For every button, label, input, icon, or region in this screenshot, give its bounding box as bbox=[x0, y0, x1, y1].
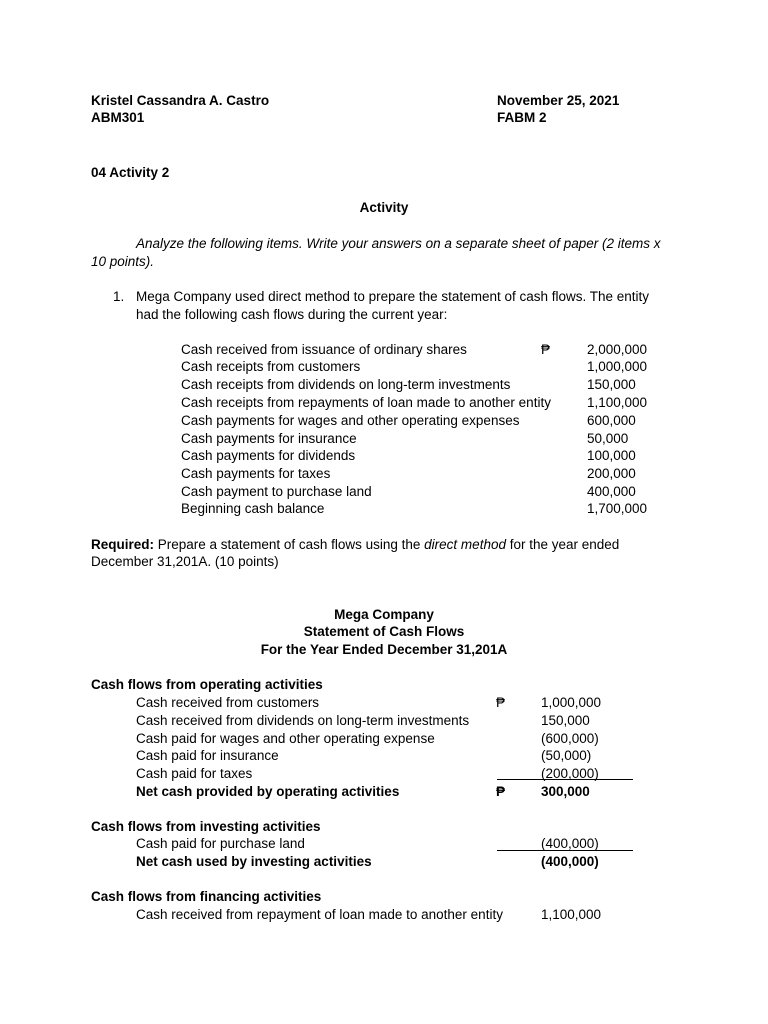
investing-total-amount: (400,000) bbox=[541, 854, 599, 869]
financing-heading: Cash flows from financing activities bbox=[91, 889, 322, 904]
peso-sign: ₱ bbox=[496, 784, 506, 799]
item-amount: 200,000 bbox=[587, 466, 636, 481]
operating-item-amount: 1,000,000 bbox=[541, 695, 602, 710]
item-amount: 50,000 bbox=[587, 431, 629, 446]
operating-item-label: Cash received from customers bbox=[136, 695, 320, 710]
financing-item-label: Cash received from repayment of loan made to another entity bbox=[136, 907, 503, 922]
list-item bbox=[181, 412, 519, 430]
item-label: Cash receipts from repayments of loan made to another entity bbox=[181, 395, 551, 410]
list-item bbox=[181, 500, 324, 518]
activity-title: Activity bbox=[359, 200, 409, 215]
item-label: Cash payments for insurance bbox=[181, 431, 357, 446]
course-code: FABM 2 bbox=[497, 110, 547, 125]
required-text-before: Prepare a statement of cash flows using the bbox=[154, 537, 425, 552]
item-amount: 1,100,000 bbox=[587, 395, 648, 410]
peso-sign: ₱ bbox=[496, 695, 506, 710]
required-emphasis: direct method bbox=[424, 537, 506, 552]
operating-item-amount: 150,000 bbox=[541, 713, 590, 728]
item-amount: 100,000 bbox=[587, 448, 636, 463]
question-text-line-1: Mega Company used direct method to prepare the statement of cash flows. The entity bbox=[136, 289, 650, 304]
subtotal-rule bbox=[497, 850, 633, 851]
document-date: November 25, 2021 bbox=[497, 93, 620, 108]
statement-period: For the Year Ended December 31,201A bbox=[260, 642, 508, 657]
operating-item-amount: (600,000) bbox=[541, 731, 599, 746]
operating-item-amount: (200,000) bbox=[541, 766, 599, 781]
item-amount: 150,000 bbox=[587, 377, 636, 392]
operating-total-amount: 300,000 bbox=[541, 784, 590, 799]
instructions-line-2: 10 points). bbox=[91, 254, 155, 269]
operating-item-label: Cash paid for taxes bbox=[136, 766, 253, 781]
required-text-after: for the year ended bbox=[505, 537, 620, 552]
list-item bbox=[181, 483, 372, 501]
item-amount: 400,000 bbox=[587, 484, 636, 499]
item-label: Cash payments for taxes bbox=[181, 466, 331, 481]
item-label: Cash receipts from customers bbox=[181, 359, 361, 374]
list-item bbox=[181, 376, 510, 394]
item-label: Cash payments for wages and other operating expenses bbox=[181, 413, 520, 428]
operating-item-amount: (50,000) bbox=[541, 748, 592, 763]
item-label: Cash payments for dividends bbox=[181, 448, 356, 463]
operating-item-label: Cash received from dividends on long-term investments bbox=[136, 713, 470, 728]
investing-total-label: Net cash used by investing activities bbox=[136, 854, 372, 869]
investing-item-label: Cash paid for purchase land bbox=[136, 836, 305, 851]
question-number: 1. bbox=[113, 289, 125, 304]
list-item bbox=[181, 465, 330, 483]
list-item bbox=[181, 358, 360, 376]
investing-item-amount: (400,000) bbox=[541, 836, 599, 851]
statement-company: Mega Company bbox=[334, 607, 434, 622]
required-line-1 bbox=[91, 536, 619, 554]
activity-label: 04 Activity 2 bbox=[91, 165, 170, 180]
student-name: Kristel Cassandra A. Castro bbox=[91, 93, 270, 108]
statement-title: Statement of Cash Flows bbox=[303, 624, 465, 639]
item-amount: 1,700,000 bbox=[587, 501, 648, 516]
student-section: ABM301 bbox=[91, 110, 145, 125]
financing-item-amount: 1,100,000 bbox=[541, 907, 602, 922]
list-item bbox=[181, 447, 355, 465]
subtotal-rule bbox=[497, 779, 633, 780]
item-label: Cash received from issuance of ordinary shares bbox=[181, 342, 467, 357]
peso-sign: ₱ bbox=[541, 342, 551, 357]
instructions-line-1: Analyze the following items. Write your answers on a separate sheet of paper (2 items x bbox=[136, 236, 661, 251]
investing-heading: Cash flows from investing activities bbox=[91, 819, 321, 834]
list-item bbox=[181, 394, 551, 412]
item-label: Cash receipts from dividends on long-term investments bbox=[181, 377, 511, 392]
required-label: Required: bbox=[91, 537, 155, 552]
question-text-line-2: had the following cash flows during the current year: bbox=[136, 307, 448, 322]
item-amount: 2,000,000 bbox=[587, 342, 648, 357]
item-label: Beginning cash balance bbox=[181, 501, 325, 516]
item-amount: 1,000,000 bbox=[587, 359, 648, 374]
item-label: Cash payment to purchase land bbox=[181, 484, 372, 499]
operating-item-label: Cash paid for wages and other operating expense bbox=[136, 731, 435, 746]
operating-total-label: Net cash provided by operating activities bbox=[136, 784, 400, 799]
required-line-2: December 31,201A. (10 points) bbox=[91, 554, 279, 569]
list-item bbox=[181, 430, 357, 448]
operating-heading: Cash flows from operating activities bbox=[91, 677, 323, 692]
list-item bbox=[181, 341, 467, 359]
operating-item-label: Cash paid for insurance bbox=[136, 748, 279, 763]
item-amount: 600,000 bbox=[587, 413, 636, 428]
